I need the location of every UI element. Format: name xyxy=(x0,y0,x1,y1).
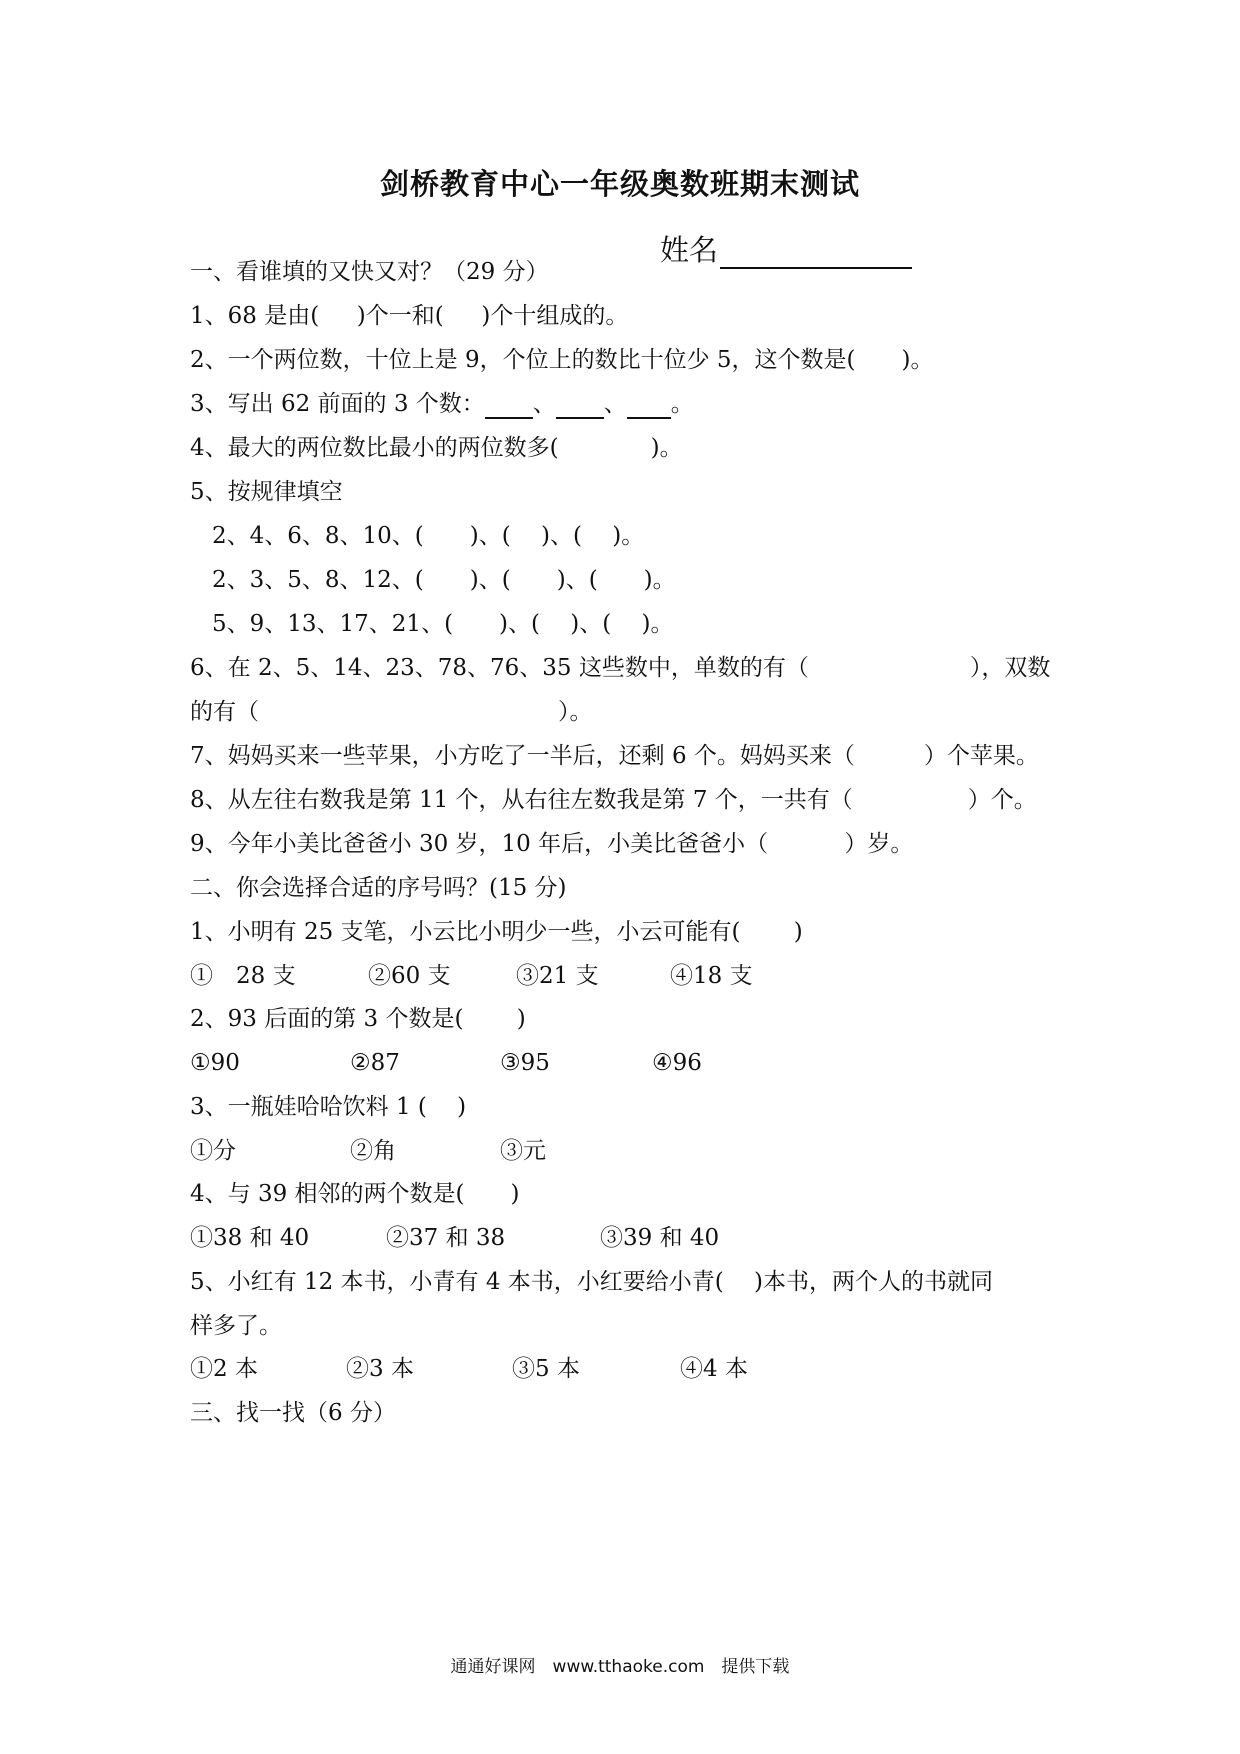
s2-question-1: 1、小明有 25 支笔，小云比小明少一些，小云可能有( ) xyxy=(190,919,803,945)
q3-end: 。 xyxy=(670,391,694,417)
section1-heading: 一、看谁填的又快又对？（29 分） xyxy=(190,259,549,285)
s1-question-5b: 2、3、5、8、12、( )、( )、( )。 xyxy=(212,567,676,593)
q3-sep-1: 、 xyxy=(532,391,556,417)
s2-q2-option-4[interactable]: ④96 xyxy=(652,1050,702,1076)
s2-q3-option-1[interactable]: ①分 xyxy=(190,1138,236,1164)
q3-blank-3[interactable] xyxy=(627,395,671,419)
q3-blank-1[interactable] xyxy=(485,395,533,419)
s1-question-5a: 2、4、6、8、10、( )、( )、( )。 xyxy=(212,523,645,549)
s2-q1-option-3[interactable]: ③21 支 xyxy=(516,963,599,989)
s2-q5-option-1[interactable]: ①2 本 xyxy=(190,1356,258,1382)
name-label: 姓名 xyxy=(660,233,719,267)
s1-question-5: 5、按规律填空 xyxy=(190,479,343,505)
s2-question-4: 4、与 39 相邻的两个数是( ) xyxy=(190,1181,520,1207)
s2-q1-option-1[interactable]: ① 28 支 xyxy=(190,963,296,989)
s2-q4-option-3[interactable]: ③39 和 40 xyxy=(600,1225,720,1251)
s1-question-9: 9、今年小美比爸爸小 30 岁，10 年后，小美比爸爸小（ ）岁。 xyxy=(190,831,914,857)
s2-q5-option-3[interactable]: ③5 本 xyxy=(512,1356,580,1382)
s2-q5-option-4[interactable]: ④4 本 xyxy=(680,1356,748,1382)
s1-question-6-line2: 的有（ ）。 xyxy=(190,699,593,725)
name-blank[interactable] xyxy=(720,237,912,269)
section2-heading: 二、你会选择合适的序号吗？(15 分) xyxy=(190,875,567,901)
s2-q5-option-2[interactable]: ②3 本 xyxy=(346,1356,414,1382)
s2-q1-option-2[interactable]: ②60 支 xyxy=(368,963,451,989)
s2-question-5-line1: 5、小红有 12 本书，小青有 4 本书，小红要给小青( )本书，两个人的书就同 xyxy=(190,1269,994,1295)
s2-question-3: 3、一瓶娃哈哈饮料 1 ( ) xyxy=(190,1094,467,1120)
s2-q2-option-1[interactable]: ①90 xyxy=(190,1050,240,1076)
s2-question-5-line2: 样多了。 xyxy=(190,1313,282,1339)
name-field xyxy=(660,228,912,269)
s1-question-8: 8、从左往右数我是第 11 个，从右往左数我是第 7 个，一共有（ ）个。 xyxy=(190,787,1037,813)
s1-question-5c: 5、9、13、17、21、( )、( )、( )。 xyxy=(212,611,674,637)
q3-blank-2[interactable] xyxy=(556,395,604,419)
s2-q3-option-3[interactable]: ③元 xyxy=(500,1138,546,1164)
s1-question-6-line1: 6、在 2、5、14、23、78、76、35 这些数中，单数的有（ ），双数 xyxy=(190,655,1051,681)
s1-question-4: 4、最大的两位数比最小的两位数多( )。 xyxy=(190,435,683,461)
s1-question-1: 1、68 是由( )个一和( )个十组成的。 xyxy=(190,303,629,329)
page-title: 剑桥教育中心一年级奥数班期末测试 xyxy=(379,167,860,201)
s2-question-2: 2、93 后面的第 3 个数是( ) xyxy=(190,1006,526,1032)
footer-credit: 通通好课网 www.tthaoke.com 提供下载 xyxy=(450,1657,790,1677)
s2-q1-option-4[interactable]: ④18 支 xyxy=(670,963,753,989)
s1-question-7: 7、妈妈买来一些苹果，小方吃了一半后，还剩 6 个。妈妈买来（ ）个苹果。 xyxy=(190,743,1039,769)
q3-prefix: 3、写出 62 前面的 3 个数： xyxy=(190,391,485,417)
s2-q4-option-2[interactable]: ②37 和 38 xyxy=(386,1225,506,1251)
s2-q2-option-2[interactable]: ②87 xyxy=(350,1050,400,1076)
section3-heading: 三、找一找（6 分） xyxy=(190,1400,396,1426)
s2-q3-option-2[interactable]: ②角 xyxy=(350,1138,396,1164)
s2-q2-option-3[interactable]: ③95 xyxy=(500,1050,550,1076)
s1-question-2: 2、一个两位数，十位上是 9，个位上的数比十位少 5，这个数是( )。 xyxy=(190,347,934,373)
s1-question-3 xyxy=(190,389,694,419)
s2-q4-option-1[interactable]: ①38 和 40 xyxy=(190,1225,310,1251)
q3-sep-2: 、 xyxy=(603,391,627,417)
